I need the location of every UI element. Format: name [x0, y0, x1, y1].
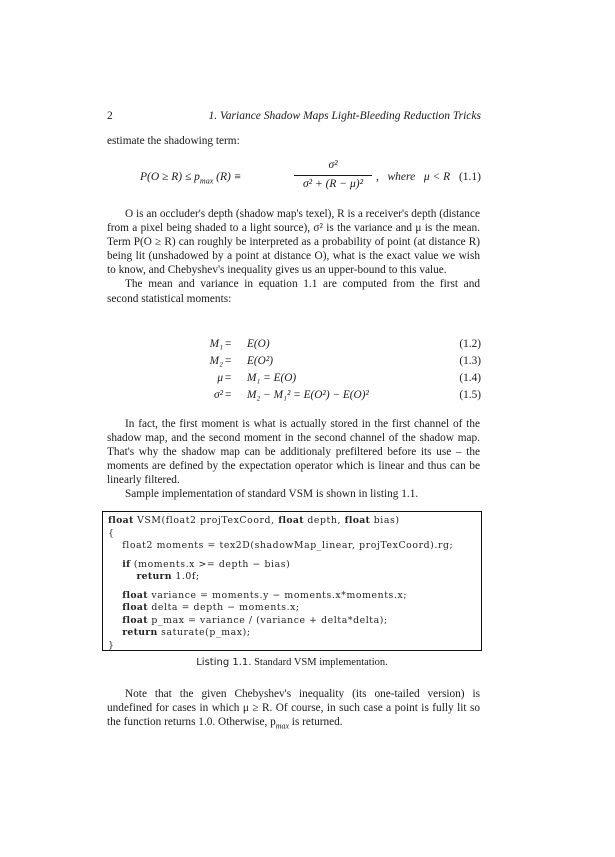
equals-sign: = — [225, 372, 232, 384]
equation-1-1 — [140, 158, 481, 198]
code-text: delta = depth − moments.x; — [147, 602, 300, 613]
code-text: depth, — [303, 515, 345, 526]
paragraph-moments-storage — [107, 417, 480, 502]
code-line — [108, 602, 453, 615]
code-keyword: float — [344, 515, 371, 526]
paragraph-3: In fact, the first moment is what is actually stored in the first channel of the shadow map, and the second moment in the second channel of the shadow map. That's why the shadow map can be additionaly prefiltered before its use – the moments are defined by the expectation operator which is linear and thus can be linearly filtered. — [107, 418, 480, 487]
intro-text — [107, 134, 480, 148]
equation-number: (1.4) — [459, 372, 481, 384]
code-line — [108, 528, 453, 541]
code-line — [108, 627, 453, 640]
equation-rhs: E(O²) — [247, 355, 273, 367]
page-number: 2 — [107, 110, 113, 122]
equation-lhs: M₁ — [209, 338, 223, 350]
code-line — [108, 559, 453, 572]
code-text: bias) — [370, 515, 400, 526]
code-keyword: if — [122, 558, 131, 570]
code-text: 1.0f; — [171, 571, 200, 582]
equation-lhs: σ² — [214, 389, 223, 401]
code-text: { — [108, 527, 115, 539]
listing-caption — [102, 656, 482, 670]
code-listing — [102, 511, 482, 651]
fraction-bar — [294, 175, 372, 176]
code-line — [108, 640, 453, 653]
equation-lhs: M₂ — [209, 355, 223, 367]
paragraph-5: Note that the given Chebyshev's inequality (its one-tailed version) is undefined for cases in which μ ≥ R. Of course, in such case a point is fully lit so the function returns 1.0. Otherwise, $p_{max}$ is returned. — [107, 688, 480, 731]
equals-sign: = — [225, 338, 232, 350]
equation-lhs: $P(O \ge R) \le p_{max}$ (R) ≡ — [140, 171, 242, 186]
equation-rhs: M₁ = E(O) — [247, 372, 297, 384]
equation-row — [180, 354, 481, 371]
equation-row — [180, 388, 481, 405]
equation-number: (1.5) — [459, 389, 481, 401]
paragraph-definitions — [107, 207, 480, 306]
code-keyword: float — [108, 515, 134, 526]
equation-number: (1.2) — [459, 338, 481, 350]
code-keyword: float — [122, 589, 148, 601]
code-text: saturate(p_max); — [157, 627, 251, 638]
equation-row — [180, 371, 481, 388]
code-text: variance = moments.y − moments.x*moments.x; — [147, 589, 408, 601]
code-keyword: return — [122, 627, 158, 638]
equals-sign: = — [225, 389, 232, 401]
code-text — [108, 571, 136, 582]
code-block — [108, 515, 453, 652]
equation-lhs: μ — [217, 372, 223, 384]
equation-number: (1.1) — [458, 171, 481, 183]
code-line — [108, 615, 453, 628]
code-keyword: float — [122, 602, 148, 613]
code-keyword: float — [122, 614, 148, 626]
equation-fraction — [294, 158, 372, 191]
code-text — [108, 602, 122, 613]
code-text — [108, 590, 122, 601]
code-line — [108, 515, 453, 528]
code-keyword: float — [278, 515, 304, 526]
code-line — [108, 590, 453, 603]
code-line — [108, 571, 453, 584]
fraction-numerator: σ² — [328, 159, 338, 171]
code-text — [108, 627, 122, 638]
moment-equations — [180, 337, 481, 405]
caption-label: Listing 1.1. — [196, 657, 252, 668]
equals-sign: = — [225, 355, 232, 367]
code-text — [108, 559, 122, 570]
code-keyword: return — [136, 571, 172, 582]
paragraph-2: The mean and variance in equation 1.1 are computed from the first and second statistical moments: — [107, 278, 480, 305]
equation-rhs: M₂ − M₁² = E(O²) − E(O)² — [247, 389, 369, 401]
paragraph-1: O is an occluder's depth (shadow map's texel), R is a receiver's depth (distance from a pixel being shaded to a light source), σ² is the variance and μ is the mean. Term P(O ≥ R) can roughly be interpreted as a probability of point (at distance R) being lit (unshadowed by a point at distance O), what is the exact value we wish to know, and Chebyshev's inequality gives us an upper-bound to this value. — [107, 208, 480, 277]
equation-condition: , where μ < R — [376, 171, 451, 183]
equation-row — [180, 337, 481, 354]
caption-text: Standard VSM implementation. — [251, 657, 388, 668]
intro-line: estimate the shadowing term: — [107, 135, 240, 147]
paragraph-4: Sample implementation of standard VSM is shown in listing 1.1. — [125, 488, 419, 501]
code-line — [108, 540, 453, 553]
running-title: 1. Variance Shadow Maps Light-Bleeding Reduction Tricks — [208, 110, 481, 122]
code-text: (moments.x >= depth − bias) — [130, 558, 291, 570]
paragraph-conclusion — [107, 687, 480, 729]
equation-rhs: E(O) — [247, 338, 270, 350]
fraction-denominator: σ² + (R − μ)² — [302, 178, 364, 190]
code-text: VSM(float2 projTexCoord, — [133, 515, 279, 526]
code-text: p_max = variance / (variance + delta*delta); — [147, 614, 388, 626]
code-text: float2 moments = tex2D(shadowMap_linear, projTexCoord).rg; — [108, 540, 454, 551]
code-text: } — [108, 639, 115, 651]
equation-number: (1.3) — [459, 355, 481, 367]
code-text — [108, 615, 122, 626]
